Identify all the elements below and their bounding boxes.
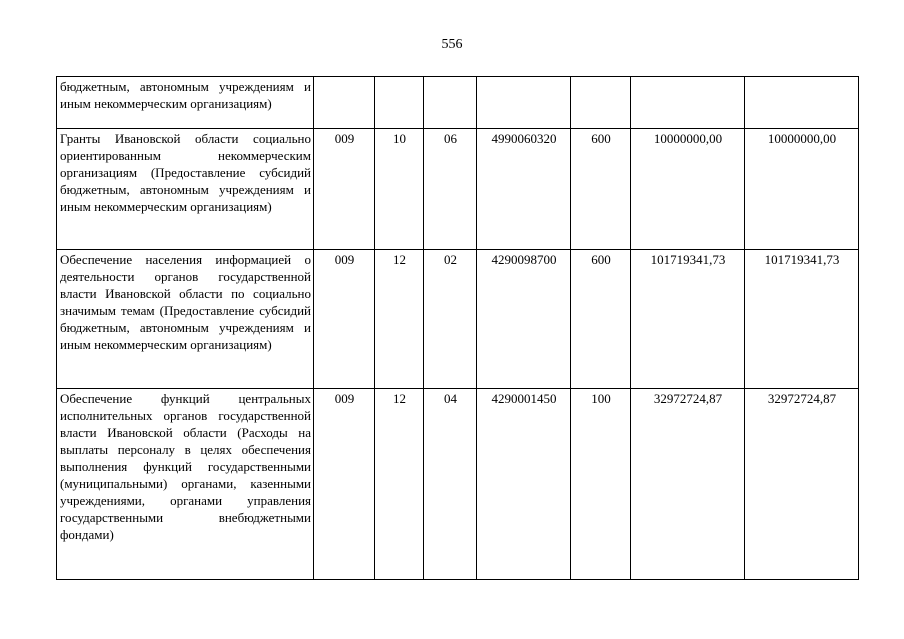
admin-code-cell: 009 [314, 129, 375, 250]
expense-type-cell: 600 [571, 129, 631, 250]
expense-type-cell: 100 [571, 389, 631, 580]
amount-cell: 101719341,73 [631, 250, 745, 389]
section-cell: 12 [375, 250, 424, 389]
description-cell: Гранты Ивановской области социально ориентированным некоммерческим организациям (Предоставление субсидий бюджетным, автономным учреждениям и иным некоммерческим организациям) [57, 129, 314, 250]
subsection-cell: 02 [424, 250, 477, 389]
amount-cell: 32972724,87 [631, 389, 745, 580]
amount-cell: 32972724,87 [745, 389, 859, 580]
admin-code-cell: 009 [314, 250, 375, 389]
table-row [57, 77, 859, 129]
description-cell: Обеспечение функций центральных исполнительных органов государственной власти Ивановской области (Расходы на выплаты персоналу в целях обеспечения выполнения функций государственными (муниципальными) органами, казенными учреждениями, органами управления государственными внебюджетными фондами) [57, 389, 314, 580]
target-article-cell [477, 77, 571, 129]
amount-cell: 10000000,00 [745, 129, 859, 250]
section-cell: 10 [375, 129, 424, 250]
table-row [57, 250, 859, 389]
section-cell: 12 [375, 389, 424, 580]
table-row [57, 389, 859, 580]
subsection-cell: 04 [424, 389, 477, 580]
target-article-cell: 4990060320 [477, 129, 571, 250]
amount-cell: 101719341,73 [745, 250, 859, 389]
amount-cell [745, 77, 859, 129]
target-article-cell: 4290098700 [477, 250, 571, 389]
expense-type-cell: 600 [571, 250, 631, 389]
amount-cell [631, 77, 745, 129]
subsection-cell: 06 [424, 129, 477, 250]
section-cell [375, 77, 424, 129]
amount-cell: 10000000,00 [631, 129, 745, 250]
subsection-cell [424, 77, 477, 129]
description-cell: Обеспечение населения информацией о деятельности органов государственной власти Ивановской области по социально значимым темам (Предоставление субсидий бюджетным, автономным учреждениям и иным некоммерческим организациям) [57, 250, 314, 389]
table-row [57, 129, 859, 250]
page-number: 556 [441, 37, 463, 52]
target-article-cell: 4290001450 [477, 389, 571, 580]
admin-code-cell: 009 [314, 389, 375, 580]
description-cell: бюджетным, автономным учреждениям и иным некоммерческим организациям) [57, 77, 314, 129]
expense-type-cell [571, 77, 631, 129]
admin-code-cell [314, 77, 375, 129]
budget-table [56, 76, 859, 580]
